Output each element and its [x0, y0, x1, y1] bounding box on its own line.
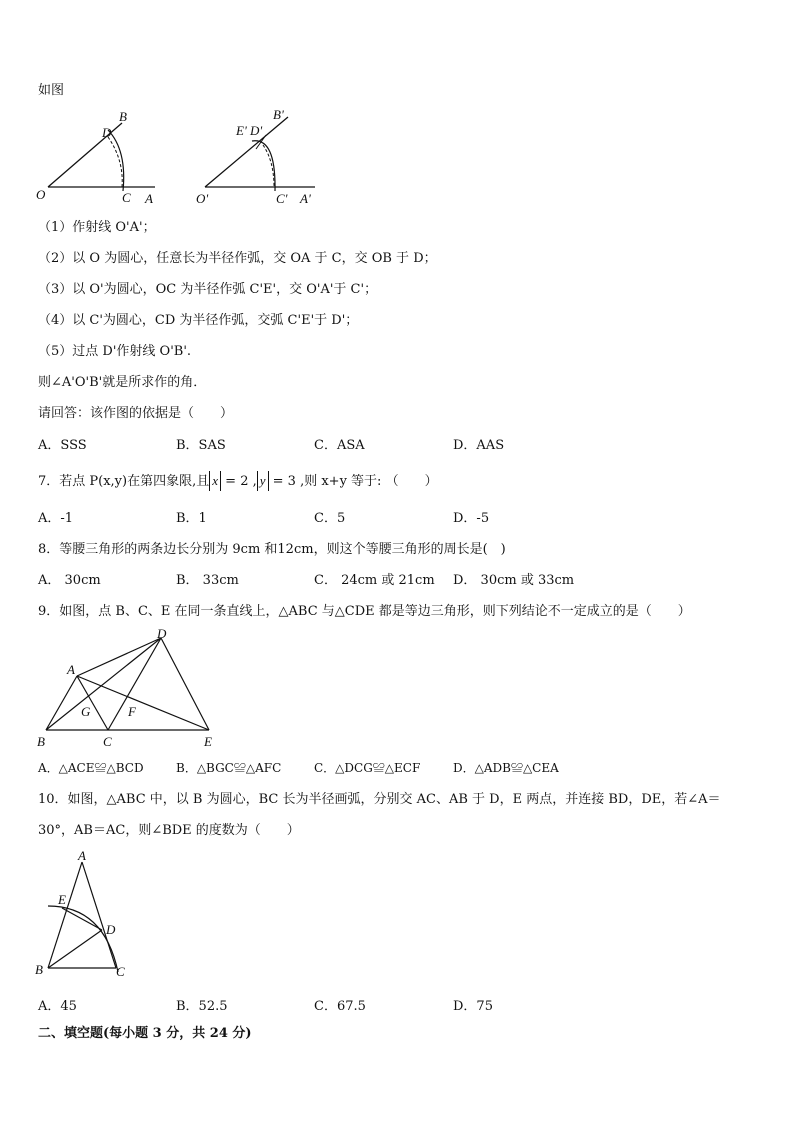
q10-option-d[interactable]: D．75: [453, 999, 493, 1014]
step-4: （4）以 C'为圆心，CD 为半径作弧，交弧 C'E'于 D'；: [38, 313, 359, 328]
q7-option-d[interactable]: D．-5: [453, 511, 490, 526]
q10-stem-line2: 30°，AB＝AC，则∠BDE 的度数为（ ）: [38, 823, 300, 838]
step-1: （1）作射线 O'A'；: [38, 220, 156, 235]
q7-prefix: 7．若点 P(x,y)在第四象限,且: [38, 474, 210, 489]
label-A: A: [145, 191, 153, 206]
q10-stem-line1: 10．如图，△ABC 中，以 B 为圆心，BC 长为半径画弧，分别交 AC、AB 于 D，E 两点，并连接 BD，DE，若∠A＝: [38, 792, 721, 807]
q7-abs-y: y: [257, 472, 269, 490]
q7-abs-x: x: [209, 472, 221, 490]
q10-label-C: C: [116, 964, 125, 979]
q6-option-b[interactable]: B．SAS: [176, 438, 226, 453]
label-D: D: [102, 125, 112, 140]
q10-label-D: D: [106, 922, 116, 937]
label-B: B: [119, 109, 127, 124]
q9-figure: [34, 628, 224, 750]
label-B-prime: B': [273, 107, 284, 122]
q6-option-a[interactable]: A．SSS: [38, 438, 87, 453]
q10-label-A: A: [78, 848, 86, 863]
q9-label-B: B: [37, 734, 45, 749]
q10-label-E: E: [58, 892, 66, 907]
q7-option-a[interactable]: A．-1: [38, 511, 74, 526]
q7-suffix: ,则 x+y 等于: （ ）: [295, 474, 438, 489]
q8-option-c[interactable]: C． 24cm 或 21cm: [314, 573, 435, 588]
q8-option-b[interactable]: B． 33cm: [176, 573, 239, 588]
q9-option-b[interactable]: B．△BGC≌△AFC: [176, 761, 282, 775]
q7-eq-y: = 3: [268, 474, 296, 489]
q9-option-a[interactable]: A．△ACE≌△BCD: [38, 761, 144, 775]
q8-stem: 8．等腰三角形的两条边长分别为 9cm 和12cm，则这个等腰三角形的周长是( ): [38, 542, 506, 557]
step-3: （3）以 O'为圆心，OC 为半径作弧 C'E'，交 O'A'于 C'；: [38, 282, 378, 297]
q7-stem: [38, 472, 438, 491]
q6-option-d[interactable]: D．AAS: [453, 438, 505, 453]
label-O-prime: O': [196, 191, 209, 206]
q9-option-d[interactable]: D．△ADB≌△CEA: [453, 761, 559, 775]
section-2-title: 二、填空题(每小题 3 分，共 24 分): [38, 1026, 252, 1041]
construction-figure: [30, 105, 330, 210]
q9-label-D: D: [157, 626, 167, 641]
q8-option-a[interactable]: A． 30cm: [38, 573, 101, 588]
label-C: C: [122, 190, 131, 205]
conclusion-text: 则∠A'O'B'就是所求作的角．: [38, 375, 207, 390]
q10-option-c[interactable]: C．67.5: [314, 999, 366, 1014]
q9-label-C: C: [103, 734, 112, 749]
step-5: （5）过点 D'作射线 O'B'.: [38, 344, 192, 359]
q8-option-d[interactable]: D． 30cm 或 33cm: [453, 573, 575, 588]
q9-label-A: A: [67, 662, 75, 677]
q10-option-b[interactable]: B．52.5: [176, 999, 228, 1014]
label-C-prime: C': [276, 191, 288, 206]
q6-stem: 请回答：该作图的依据是（ ）: [38, 406, 234, 421]
q6-option-c[interactable]: C．ASA: [314, 438, 365, 453]
q10-option-a[interactable]: A．45: [38, 999, 77, 1014]
label-O: O: [36, 187, 46, 202]
q9-label-E: E: [204, 734, 212, 749]
label-A-prime: A': [300, 191, 311, 206]
q9-stem: 9．如图，点 B、C、E 在同一条直线上，△ABC 与△CDE 都是等边三角形，则下列结论不一定成立的是（ ）: [38, 604, 691, 619]
q9-option-c[interactable]: C．△DCG≌△ECF: [314, 761, 421, 775]
q7-option-c[interactable]: C．5: [314, 511, 346, 526]
intro-text: 如图: [38, 83, 65, 98]
q9-label-G: G: [81, 704, 91, 719]
label-E-D-prime: E' D': [236, 123, 263, 138]
q7-option-b[interactable]: B．1: [176, 511, 207, 526]
q9-label-F: F: [128, 704, 136, 719]
q10-figure: [30, 848, 140, 983]
step-2: （2）以 O 为圆心，任意长为半径作弧，交 OA 于 C，交 OB 于 D；: [38, 251, 437, 266]
q7-eq-x: = 2 ,: [221, 474, 257, 489]
q10-label-B: B: [35, 962, 43, 977]
